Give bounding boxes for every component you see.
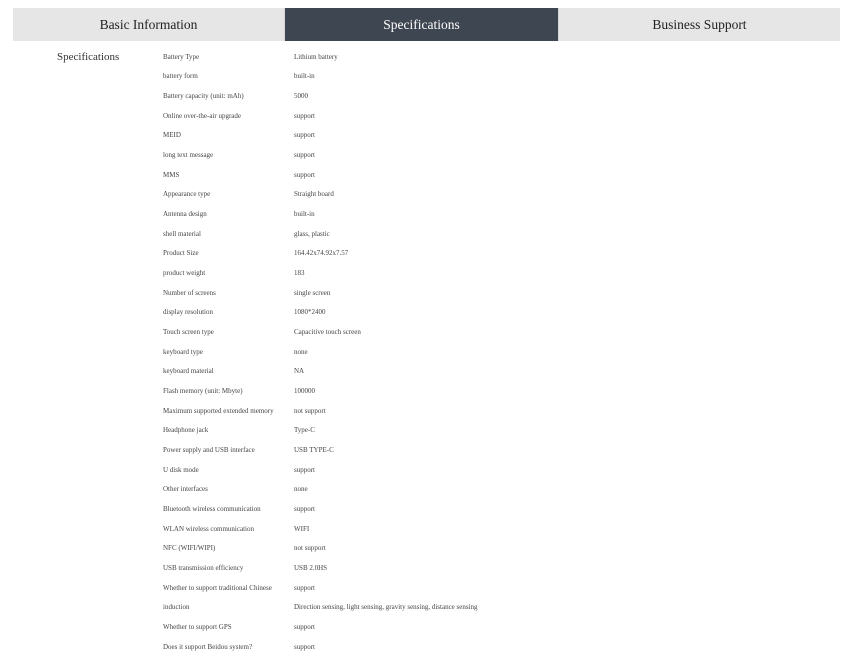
spec-name: Appearance type xyxy=(163,190,211,199)
spec-name: display resolution xyxy=(163,308,213,317)
spec-name: Antenna design xyxy=(163,210,207,219)
spec-row xyxy=(163,86,683,106)
spec-name: Other interfaces xyxy=(163,485,208,494)
spec-value: built-in xyxy=(294,210,315,219)
spec-name: Whether to support traditional Chinese xyxy=(163,583,272,592)
spec-value: support xyxy=(294,131,315,140)
spec-value: support xyxy=(294,170,315,179)
spec-value: not support xyxy=(294,544,326,553)
spec-name: keyboard type xyxy=(163,347,203,356)
spec-row xyxy=(163,342,683,362)
spec-name: Power supply and USB interface xyxy=(163,445,255,454)
spec-name: Product Size xyxy=(163,249,199,258)
section-title: Specifications xyxy=(57,51,120,63)
spec-value: Lithium battery xyxy=(294,52,338,61)
spec-row xyxy=(163,224,683,244)
spec-value: support xyxy=(294,465,315,474)
spec-row xyxy=(163,185,683,205)
spec-name: shell material xyxy=(163,229,201,238)
spec-name: Does it support Beidou system? xyxy=(163,642,253,651)
spec-row xyxy=(163,420,683,440)
spec-value: none xyxy=(294,485,308,494)
tab-specifications[interactable]: Specifications xyxy=(285,8,558,41)
spec-name: MMS xyxy=(163,170,180,179)
spec-row xyxy=(163,303,683,323)
spec-row xyxy=(163,558,683,578)
spec-row xyxy=(163,165,683,185)
spec-row xyxy=(163,479,683,499)
spec-row xyxy=(163,538,683,558)
spec-value: not support xyxy=(294,406,326,415)
spec-value: support xyxy=(294,583,315,592)
spec-name: Maximum supported extended memory xyxy=(163,406,274,415)
spec-value: Direction sensing, light sensing, gravity sensing, distance sensing xyxy=(294,603,478,612)
spec-value: 1080*2400 xyxy=(294,308,326,317)
spec-name: long text message xyxy=(163,151,214,160)
spec-row xyxy=(163,47,683,67)
spec-row xyxy=(163,145,683,165)
spec-row xyxy=(163,244,683,264)
spec-name: Battery Type xyxy=(163,52,200,61)
spec-row xyxy=(163,106,683,126)
spec-name: Bluetooth wireless communication xyxy=(163,504,261,513)
spec-name: keyboard material xyxy=(163,367,214,376)
spec-value: USB 2.0HS xyxy=(294,563,328,572)
spec-table xyxy=(163,47,683,656)
spec-name: induction xyxy=(163,603,190,612)
spec-value: built-in xyxy=(294,72,315,81)
spec-name: Flash memory (unit: Mbyte) xyxy=(163,386,243,395)
spec-row xyxy=(163,597,683,617)
spec-value: Type-C xyxy=(294,426,315,435)
spec-value: 5000 xyxy=(294,92,308,101)
spec-name: Battery capacity (unit: mAh) xyxy=(163,92,244,101)
spec-row xyxy=(163,440,683,460)
spec-name: NFC (WIFI/WIPI) xyxy=(163,544,216,553)
spec-row xyxy=(163,578,683,598)
spec-value: 164.42x74.92x7.57 xyxy=(294,249,349,258)
spec-value: 183 xyxy=(294,269,305,278)
tab-basic-information[interactable]: Basic Information xyxy=(13,8,285,41)
spec-value: WIFI xyxy=(294,524,310,533)
spec-value: USB TYPE-C xyxy=(294,445,334,454)
spec-value: support xyxy=(294,642,315,651)
spec-value: support xyxy=(294,111,315,120)
tab-business-support[interactable]: Business Support xyxy=(558,8,840,41)
spec-row xyxy=(163,460,683,480)
spec-value: Straight board xyxy=(294,190,334,199)
spec-name: Touch screen type xyxy=(163,328,214,337)
spec-row xyxy=(163,322,683,342)
spec-row xyxy=(163,617,683,637)
spec-name: Number of screens xyxy=(163,288,216,297)
spec-row xyxy=(163,499,683,519)
spec-value: support xyxy=(294,151,315,160)
spec-name: Whether to support GPS xyxy=(163,622,232,631)
spec-row xyxy=(163,263,683,283)
spec-value: support xyxy=(294,504,315,513)
spec-row xyxy=(163,67,683,87)
spec-row xyxy=(163,283,683,303)
spec-name: product weight xyxy=(163,269,206,278)
spec-value: support xyxy=(294,622,315,631)
tab-bar xyxy=(13,8,840,41)
spec-row xyxy=(163,401,683,421)
spec-row xyxy=(163,381,683,401)
spec-row xyxy=(163,519,683,539)
spec-value: none xyxy=(294,347,308,356)
spec-value: single screen xyxy=(294,288,331,297)
spec-value: Capacitive touch screen xyxy=(294,328,361,337)
spec-row xyxy=(163,126,683,146)
spec-name: Online over-the-air upgrade xyxy=(163,111,241,120)
spec-row xyxy=(163,637,683,657)
spec-name: MEID xyxy=(163,131,181,140)
spec-name: U disk mode xyxy=(163,465,199,474)
spec-name: battery form xyxy=(163,72,198,81)
spec-row xyxy=(163,362,683,382)
spec-name: USB transmission efficiency xyxy=(163,563,244,572)
spec-value: 100000 xyxy=(294,386,315,395)
spec-name: WLAN wireless communication xyxy=(163,524,254,533)
spec-value: NA xyxy=(294,367,305,376)
spec-value: glass, plastic xyxy=(294,229,330,238)
spec-row xyxy=(163,204,683,224)
spec-name: Headphone jack xyxy=(163,426,209,435)
